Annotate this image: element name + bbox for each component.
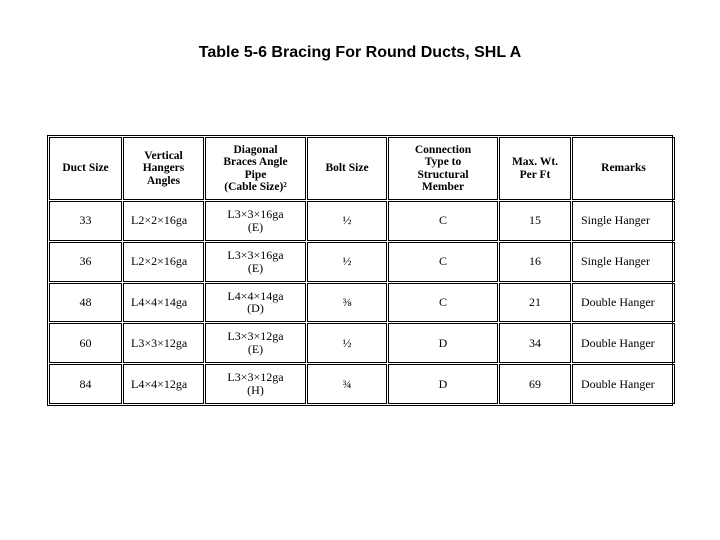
cell-max-weight: 16 xyxy=(499,242,571,282)
header-connection-type: Connection Type to Structural Member xyxy=(388,137,498,200)
table-row xyxy=(49,242,675,282)
cell-vertical-hanger: L3×3×12ga xyxy=(123,323,204,363)
cell-remarks: Double Hanger xyxy=(572,283,675,323)
header-bolt-size: Bolt Size xyxy=(307,137,387,200)
cell-connection-type: D xyxy=(388,364,498,404)
cell-vertical-hanger: L2×2×16ga xyxy=(123,201,204,241)
cell-remarks: Single Hanger xyxy=(572,201,675,241)
cell-vertical-hanger: L4×4×14ga xyxy=(123,283,204,323)
cell-connection-type: D xyxy=(388,323,498,363)
header-vertical-hangers: Vertical Hangers Angles xyxy=(123,137,204,200)
cell-connection-type: C xyxy=(388,242,498,282)
cell-remarks: Single Hanger xyxy=(572,242,675,282)
cell-remarks: Double Hanger xyxy=(572,323,675,363)
cell-max-weight: 69 xyxy=(499,364,571,404)
cell-duct-size: 33 xyxy=(49,201,122,241)
cell-bolt-size: ¾ xyxy=(307,364,387,404)
header-diagonal-braces: Diagonal Braces Angle Pipe (Cable Size)² xyxy=(205,137,306,200)
table-row xyxy=(49,323,675,363)
cell-duct-size: 84 xyxy=(49,364,122,404)
cell-duct-size: 60 xyxy=(49,323,122,363)
cell-diagonal-brace: L3×3×16ga (E) xyxy=(205,242,306,282)
cell-vertical-hanger: L2×2×16ga xyxy=(123,242,204,282)
cell-connection-type: C xyxy=(388,283,498,323)
header-duct-size: Duct Size xyxy=(49,137,122,200)
bracing-table xyxy=(48,136,676,405)
table-row xyxy=(49,283,675,323)
table-row xyxy=(49,364,675,404)
cell-vertical-hanger: L4×4×12ga xyxy=(123,364,204,404)
cell-max-weight: 34 xyxy=(499,323,571,363)
cell-diagonal-brace: L3×3×12ga (H) xyxy=(205,364,306,404)
cell-bolt-size: ⅜ xyxy=(307,283,387,323)
bracing-table-container xyxy=(47,135,673,406)
cell-diagonal-brace: L3×3×12ga (E) xyxy=(205,323,306,363)
cell-remarks: Double Hanger xyxy=(572,364,675,404)
cell-diagonal-brace: L4×4×14ga (D) xyxy=(205,283,306,323)
cell-bolt-size: ½ xyxy=(307,242,387,282)
cell-connection-type: C xyxy=(388,201,498,241)
header-max-weight: Max. Wt. Per Ft xyxy=(499,137,571,200)
header-row xyxy=(49,137,675,200)
cell-max-weight: 21 xyxy=(499,283,571,323)
cell-diagonal-brace: L3×3×16ga (E) xyxy=(205,201,306,241)
cell-max-weight: 15 xyxy=(499,201,571,241)
cell-duct-size: 48 xyxy=(49,283,122,323)
cell-bolt-size: ½ xyxy=(307,323,387,363)
cell-bolt-size: ½ xyxy=(307,201,387,241)
slide-title: Table 5-6 Bracing For Round Ducts, SHL A xyxy=(198,44,522,61)
cell-duct-size: 36 xyxy=(49,242,122,282)
table-row xyxy=(49,201,675,241)
header-remarks: Remarks xyxy=(572,137,675,200)
